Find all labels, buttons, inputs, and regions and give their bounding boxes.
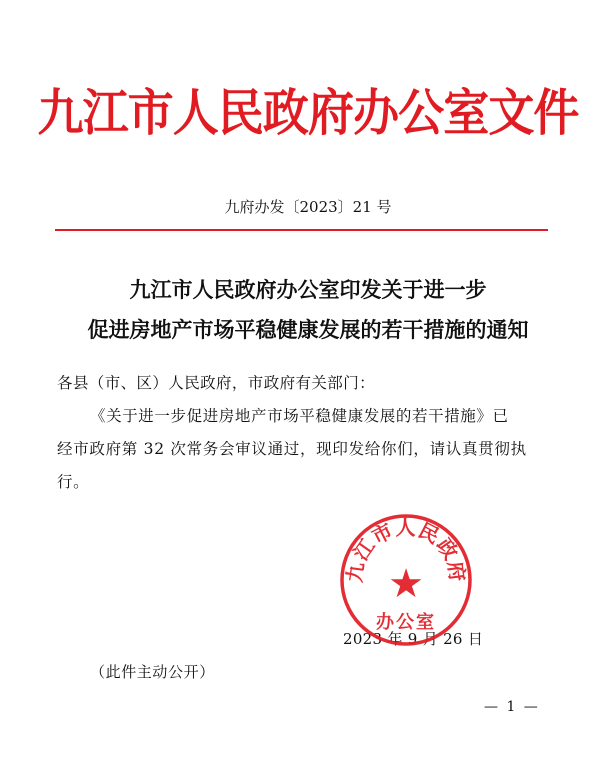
notice-title-line-1: 九江市人民政府办公室印发关于进一步 xyxy=(129,277,487,302)
seal-icon xyxy=(336,510,476,650)
document-number: 九府办发〔2023〕21 号 xyxy=(224,198,392,216)
body-paragraph-line-3: 行。 xyxy=(57,473,90,491)
issue-date: 2023 年 9 月 26 日 xyxy=(343,630,484,648)
official-seal xyxy=(336,510,476,650)
public-disclosure-note: （此件主动公开） xyxy=(90,663,215,681)
seal-star-icon: ★ xyxy=(388,561,424,607)
red-separator-line xyxy=(55,229,548,231)
seal-bottom-text: 办公室 xyxy=(376,612,436,633)
notice-title-line-2: 促进房地产市场平稳健康发展的若干措施的通知 xyxy=(87,317,529,342)
seal-arc-text: 九江市人民政府 xyxy=(342,515,470,584)
addressee-line: 各县（市、区）人民政府，市政府有关部门： xyxy=(57,374,376,392)
body-paragraph-line-2: 经市政府第 32 次常务会审议通过，现印发给你们，请认真贯彻执 xyxy=(57,440,527,458)
page-number: — 1 — xyxy=(484,699,540,715)
document-header-title: 九江市人民政府办公室文件 xyxy=(37,83,579,142)
body-paragraph-line-1: 《关于进一步促进房地产市场平稳健康发展的若干措施》已 xyxy=(90,407,509,425)
